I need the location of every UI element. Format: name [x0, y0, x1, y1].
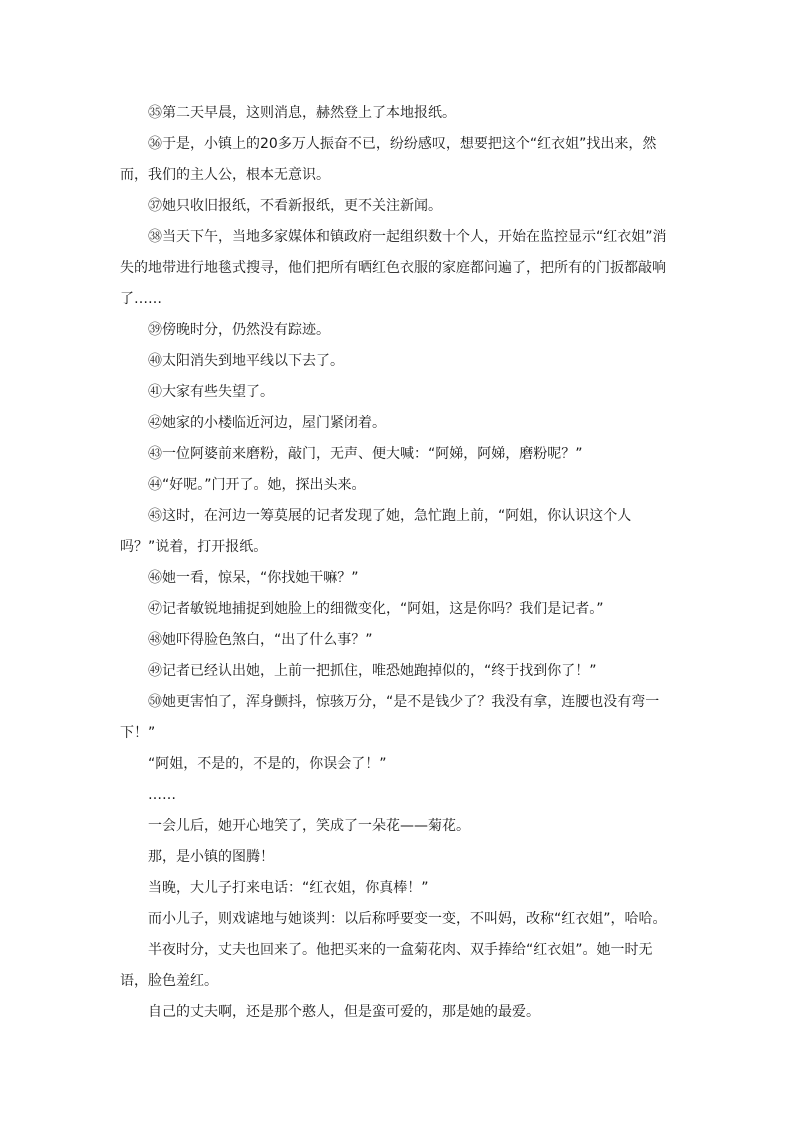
paragraph-44: ㊹“好呢。”门开了。她，探出头来。 — [148, 477, 366, 493]
paragraph-40: ㊵太阳消失到地平线以下去了。 — [148, 353, 344, 369]
paragraph-41: ㊶大家有些失望了。 — [148, 384, 274, 400]
paragraph-closing: 自己的丈夫啊，还是那个憨人，但是蛮可爱的，那是她的最爱。 — [148, 1004, 540, 1020]
paragraph-45: ㊺这时，在河边一筹莫展的记者发现了她，急忙跑上前，“阿姐，你认识这个人吗？”说着，打开报纸。 — [120, 508, 632, 555]
paragraph-smile: 一会儿后，她开心地笑了，笑成了一朵花——菊花。 — [148, 818, 470, 834]
paragraph-youngest-son: 而小儿子，则戏谑地与她谈判：以后称呼要变一变，不叫妈，改称“红衣姐”，哈哈。 — [148, 911, 667, 927]
paragraph-eldest-son-call: 当晚，大儿子打来电话：“红衣姐，你真棒！” — [148, 880, 429, 896]
story-text-block — [120, 98, 676, 1028]
paragraph-39: ㊴傍晚时分，仍然没有踪迹。 — [148, 322, 330, 338]
paragraph-38: ㊳当天下午，当地多家媒体和镇政府一起组织数十个人，开始在监控显示“红衣姐”消失的地带进行地毯式搜寻，他们把所有晒红色衣服的家庭都问遍了，把所有的门扳都敲响了…… — [120, 229, 667, 307]
paragraph-husband-returns: 半夜时分，丈夫也回来了。他把买来的一盒菊花肉、双手捧给“红衣姐”。她一时无语，脸色羞红。 — [120, 942, 653, 989]
paragraph-dialogue: “阿姐，不是的，不是的，你误会了！” — [148, 756, 387, 772]
paragraph-48: ㊽她吓得脸色煞白，“出了什么事？” — [148, 632, 373, 648]
paragraph-ellipsis: …… — [148, 787, 176, 803]
paragraph-36: ㊱于是，小镇上的20多万人振奋不已，纷纷感叹，想要把这个“红衣姐”找出来，然而，我们的主人公，根本无意识。 — [120, 136, 657, 183]
paragraph-46: ㊻她一看，惊呆，“你找她干嘛？” — [148, 570, 359, 586]
paragraph-43: ㊸一位阿婆前来磨粉，敲门，无声、便大喊：“阿娣，阿娣，磨粉呢？” — [148, 446, 583, 462]
paragraph-37: ㊲她只收旧报纸，不看新报纸，更不关注新闻。 — [148, 198, 442, 214]
paragraph-49: ㊾记者已经认出她，上前一把抓住，唯恐她跑掉似的，“终于找到你了！” — [148, 663, 597, 679]
paragraph-35: ㉟第二天早晨，这则消息，赫然登上了本地报纸。 — [148, 105, 456, 121]
paragraph-totem: 那，是小镇的图腾！ — [148, 849, 274, 865]
paragraph-47: ㊼记者敏锐地捕捉到她脸上的细微变化，“阿姐，这是你吗？我们是记者。” — [148, 601, 604, 617]
paragraph-50: ㊿她更害怕了，浑身颤抖，惊骇万分，“是不是钱少了？我没有拿，连腰也没有弯一下！” — [120, 694, 660, 741]
paragraph-42: ㊷她家的小楼临近河边，屋门紧闭着。 — [148, 415, 386, 431]
